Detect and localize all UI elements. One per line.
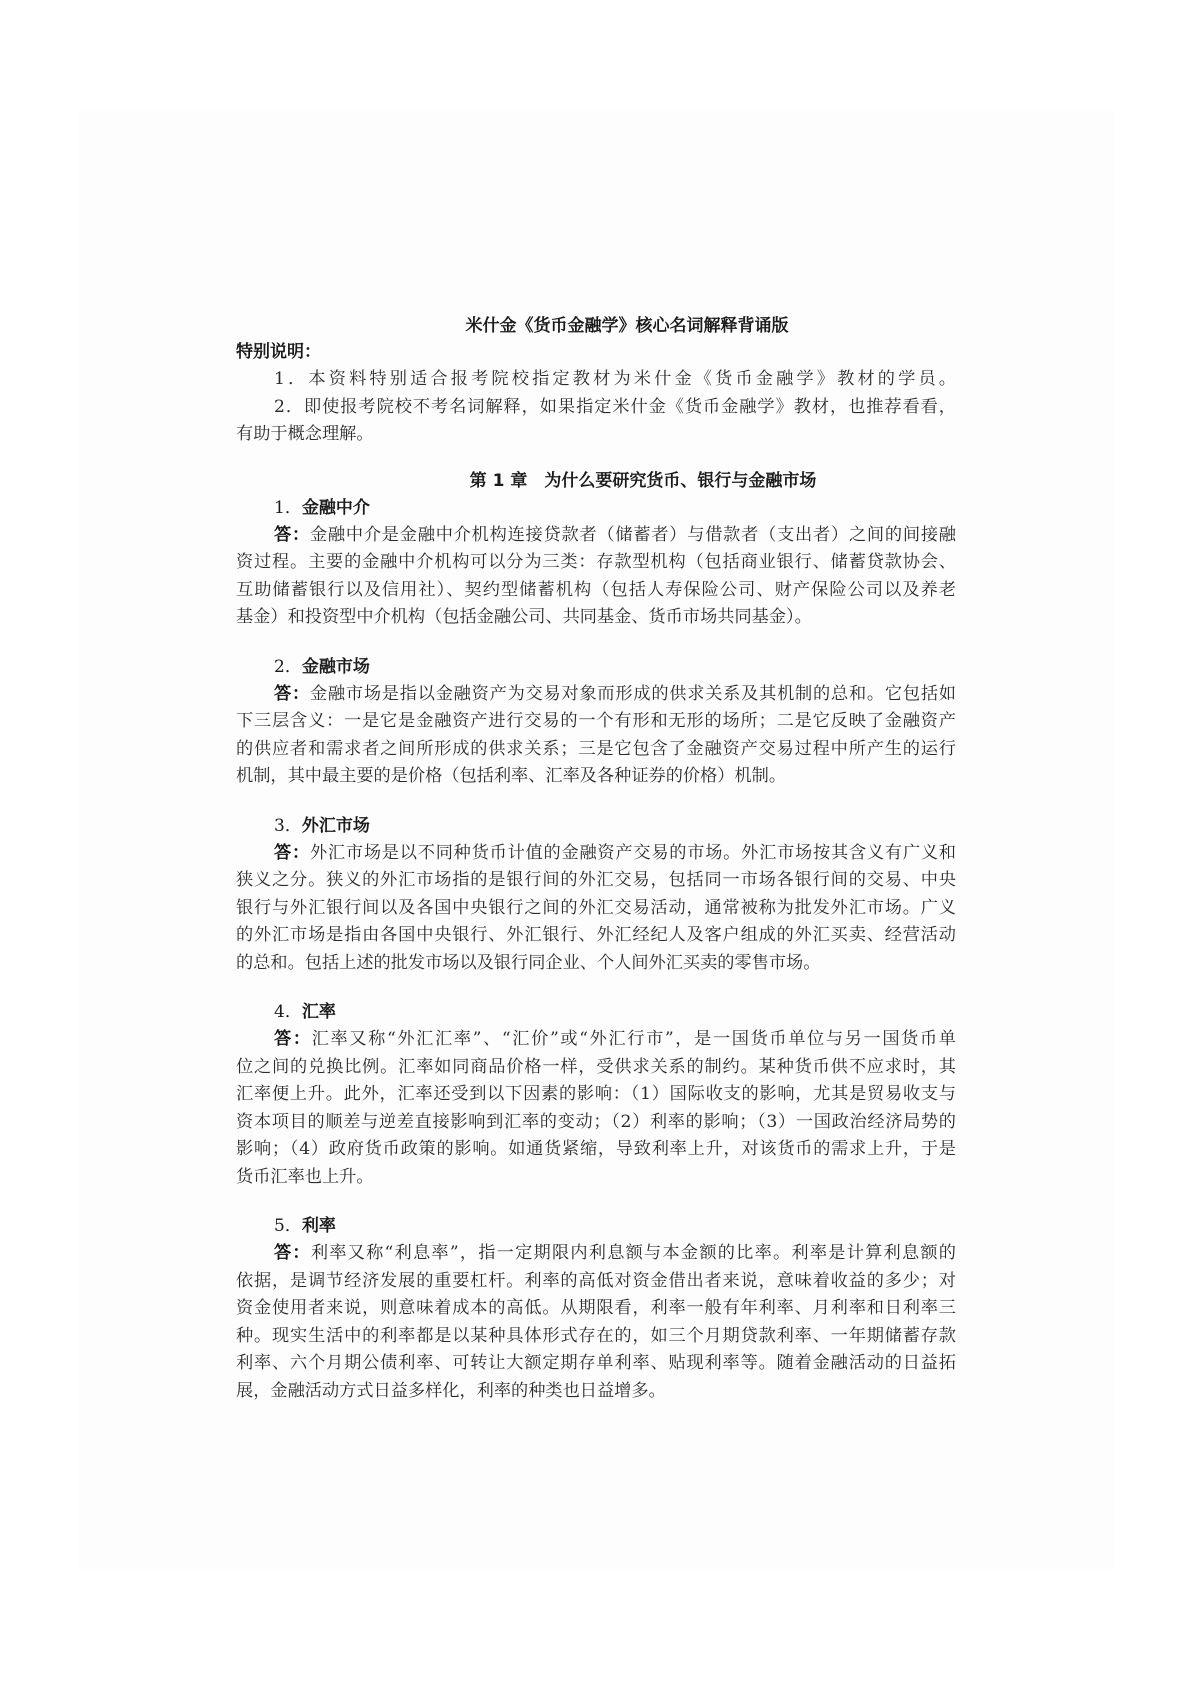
term-entry: [236, 495, 956, 632]
definition-line: 汇率便上升。此外，汇率还受到以下因素的影响：（1）国际收支的影响，尤其是贸易收支与: [236, 1084, 956, 1104]
definition-text: 金融中介是金融中介机构连接贷款者（储蓄者）与借款者（支出者）之间的间接融: [309, 524, 956, 545]
document-body: [236, 313, 956, 1405]
definition-line: 互助储蓄银行以及信用社）、契约型储蓄机构（包括人寿保险公司、财产保险公司以及养老: [236, 579, 956, 600]
answer-label: 答：: [274, 1029, 312, 1049]
note-line: 1．本资料特别适合报考院校指定教材为米什金《货币金融学》教材的学员。: [274, 369, 956, 389]
definition-text: 外汇市场是以不同种货币计值的金融资产交易的市场。外汇市场按其含义有广义和: [309, 842, 956, 863]
definition-line: [236, 522, 956, 550]
definition-line: 影响；（4）政府货币政策的影响。如通货紧缩，导致利率上升，对该货币的需求上升，于是: [236, 1139, 956, 1159]
definition-line: 的外汇市场是指由各国中央银行、外汇银行、外汇经纪人及客户组成的外汇买卖、经营活动: [236, 925, 956, 945]
term-heading: [236, 813, 956, 840]
answer-label: 答：: [274, 842, 310, 863]
term-list: [236, 495, 956, 1406]
term-number: 2．: [274, 656, 302, 677]
definition-line: [236, 840, 956, 868]
definition-line: 资本项目的顺差与逆差直接影响到汇率的变动；（2）利率的影响；（3）一国政治经济局势的: [236, 1111, 956, 1132]
definition-text: 汇率又称“外汇汇率”、“汇价”或“外汇行市”，是一国货币单位与另一国货币单: [311, 1029, 956, 1049]
definition-line: 展，金融活动方式日益多样化，利率的种类也日益增多。: [236, 1380, 666, 1401]
term-name: 金融中介: [301, 497, 370, 518]
notes-heading: 特别说明：: [236, 342, 321, 362]
definition-line: 资金使用者来说，则意味着成本的高低。从期限看，利率一般有年利率、月利率和日利率三: [236, 1298, 956, 1318]
chapter-title: 第 1 章 为什么要研究货币、银行与金融市场: [469, 470, 817, 491]
term-number: 3．: [274, 815, 302, 836]
definition-line: 机制，其中最主要的是价格（包括利率、汇率及各种证券的价格）机制。: [236, 766, 787, 786]
term-heading: [236, 495, 956, 522]
definition-line: 的总和。包括上述的批发市场以及银行同企业、个人间外汇买卖的零售市场。: [236, 952, 821, 973]
definition-line: 位之间的兑换比例。汇率如同商品价格一样，受供求关系的制约。某种货币供不应求时，其: [236, 1056, 956, 1077]
term-name: 金融市场: [301, 656, 370, 677]
definition-line: 狭义之分。狭义的外汇市场指的是银行间的外汇交易，包括同一市场各银行间的交易、中央: [236, 870, 956, 890]
definition-line: 货币汇率也上升。: [236, 1166, 374, 1187]
note-line: 2．即使报考院校不考名词解释，如果指定米什金《货币金融学》教材，也推荐看看，: [274, 396, 956, 417]
answer-label: 答：: [274, 524, 310, 545]
term-heading: [236, 999, 956, 1026]
term-name: 汇率: [301, 1002, 336, 1022]
definition-line: 的供应者和需求者之间所形成的供求关系；三是它包含了金融资产交易过程中所产生的运行: [236, 738, 956, 759]
term-entry: [236, 813, 956, 978]
definition-line: 种。现实生活中的利率都是以某种具体形式存在的，如三个月期贷款利率、一年期储蓄存款: [236, 1325, 956, 1346]
definition-line: [236, 1026, 956, 1054]
term-name: 外汇市场: [301, 815, 370, 836]
definition-line: 依据，是调节经济发展的重要杠杆。利率的高低对资金借出者来说，意味着收益的多少；对: [236, 1270, 956, 1291]
term-entry: [236, 654, 956, 791]
definition-text: 金融市场是指以金融资产为交易对象而形成的供求关系及其机制的总和。它包括如: [309, 683, 956, 704]
term-entry: [236, 999, 956, 1191]
answer-label: 答：: [274, 683, 310, 704]
term-number: 4．: [274, 1002, 302, 1022]
term-entry: [236, 1213, 956, 1405]
note-line: 有助于概念理解。: [236, 424, 374, 444]
answer-label: 答：: [274, 1243, 311, 1263]
definition-text: 利率又称“利息率”，指一定期限内利息额与本金额的比率。利率是计算利息额的: [310, 1243, 956, 1263]
definition-line: 基金）和投资型中介机构（包括金融公司、共同基金、货币市场共同基金）。: [236, 607, 812, 627]
document-title: 米什金《货币金融学》核心名词解释背诵版: [465, 316, 789, 336]
definition-line: 利率、六个月期公债利率、可转让大额定期存单利率、贴现利率等。随着金融活动的日益拓: [236, 1353, 956, 1373]
term-heading: [236, 1213, 956, 1240]
definition-line: [236, 681, 956, 709]
definition-line: 资过程。主要的金融中介机构可以分为三类：存款型机构（包括商业银行、储蓄贷款协会、: [236, 552, 956, 572]
term-number: 5．: [274, 1216, 302, 1236]
definition-line: [236, 1240, 956, 1268]
term-number: 1．: [274, 497, 302, 518]
definition-line: 银行与外汇银行间以及各国中央银行之间的外汇交易活动，通常被称为批发外汇市场。广义: [236, 897, 956, 918]
term-heading: [236, 654, 956, 681]
definition-line: 下三层含义：一是它是金融资产进行交易的一个有形和无形的场所；二是它反映了金融资产: [236, 711, 956, 731]
term-name: 利率: [301, 1216, 336, 1236]
